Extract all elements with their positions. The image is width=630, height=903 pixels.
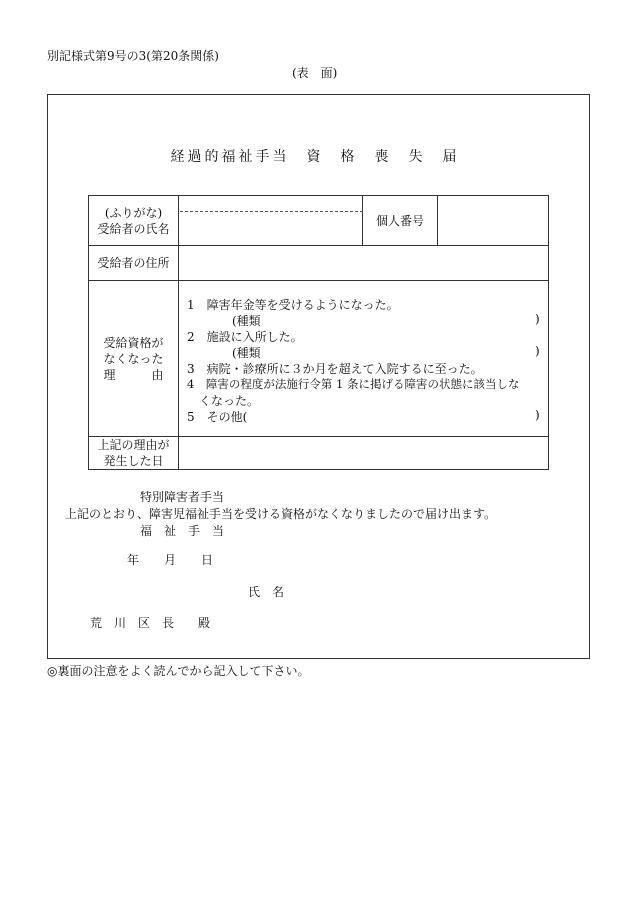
name-label: 受給者の氏名	[97, 221, 170, 236]
reason-2-type-label: (種類	[232, 346, 261, 360]
reason-5[interactable]: 5 その他(	[187, 410, 248, 424]
reason-label-cell	[89, 281, 179, 437]
reason-label-line1: 受給資格が	[103, 335, 164, 350]
reason-row	[89, 281, 549, 437]
reason-3[interactable]: 3 病院・診療所に３か月を超えて入院するに至った。	[187, 362, 483, 376]
side-indicator: (表 面)	[292, 66, 338, 80]
reason-1-type-label: (種類	[232, 314, 261, 328]
date-label-line1: 上記の理由が	[97, 438, 170, 452]
date-row	[89, 437, 549, 470]
address-field[interactable]	[179, 246, 549, 281]
reason-label-line2: なくなった	[103, 351, 164, 366]
name-row	[89, 196, 549, 246]
name-field[interactable]	[179, 196, 363, 246]
date-label-cell	[89, 437, 179, 470]
furigana-divider	[180, 211, 363, 212]
reason-2[interactable]: 2 施設に入所した。	[187, 330, 303, 344]
year-label: 年	[127, 553, 140, 567]
reason-label-line3: 理 由	[103, 367, 164, 382]
form-reference: 別記様式第9号の3(第20条関係)	[47, 49, 219, 63]
footer-note: ◎裏面の注意をよく読んでから記入して下さい。	[47, 664, 310, 678]
name-label-cell	[89, 196, 179, 246]
reason-5-close: )	[535, 408, 540, 422]
furigana-label: (ふりがな)	[104, 205, 163, 220]
applicant-name-label: 氏 名	[248, 585, 285, 599]
my-number-label: 個人番号	[363, 196, 438, 246]
addressee: 荒 川 区 長 殿	[90, 616, 211, 630]
reason-1[interactable]: 1 障害年金等を受けるようになった。	[187, 298, 399, 312]
reason-4-line1[interactable]: 4 障害の程度が法施行令第 1 条に掲げる障害の状態に該当しな	[187, 377, 520, 391]
address-row	[89, 246, 549, 281]
date-label-line2: 発生した日	[103, 454, 164, 468]
reason-1-type-close: )	[535, 312, 540, 326]
statement-main: 上記のとおり、障害児福祉手当を受ける資格がなくなりましたので届け出ます。	[65, 507, 497, 521]
reason-options-cell	[179, 281, 549, 437]
form-title: 経過的福祉手当 資 格 喪 失 届	[170, 149, 460, 165]
statement-lower: 福 祉 手 当	[140, 524, 225, 538]
date-field[interactable]	[179, 437, 549, 470]
statement-upper: 特別障害者手当	[140, 490, 225, 504]
form-table	[88, 195, 549, 470]
reason-4-line2: くなった。	[199, 394, 260, 408]
day-label: 日	[201, 553, 214, 567]
reason-2-type-close: )	[535, 344, 540, 358]
month-label: 月	[164, 553, 177, 567]
my-number-field[interactable]	[438, 196, 549, 246]
address-label: 受給者の住所	[89, 246, 179, 281]
